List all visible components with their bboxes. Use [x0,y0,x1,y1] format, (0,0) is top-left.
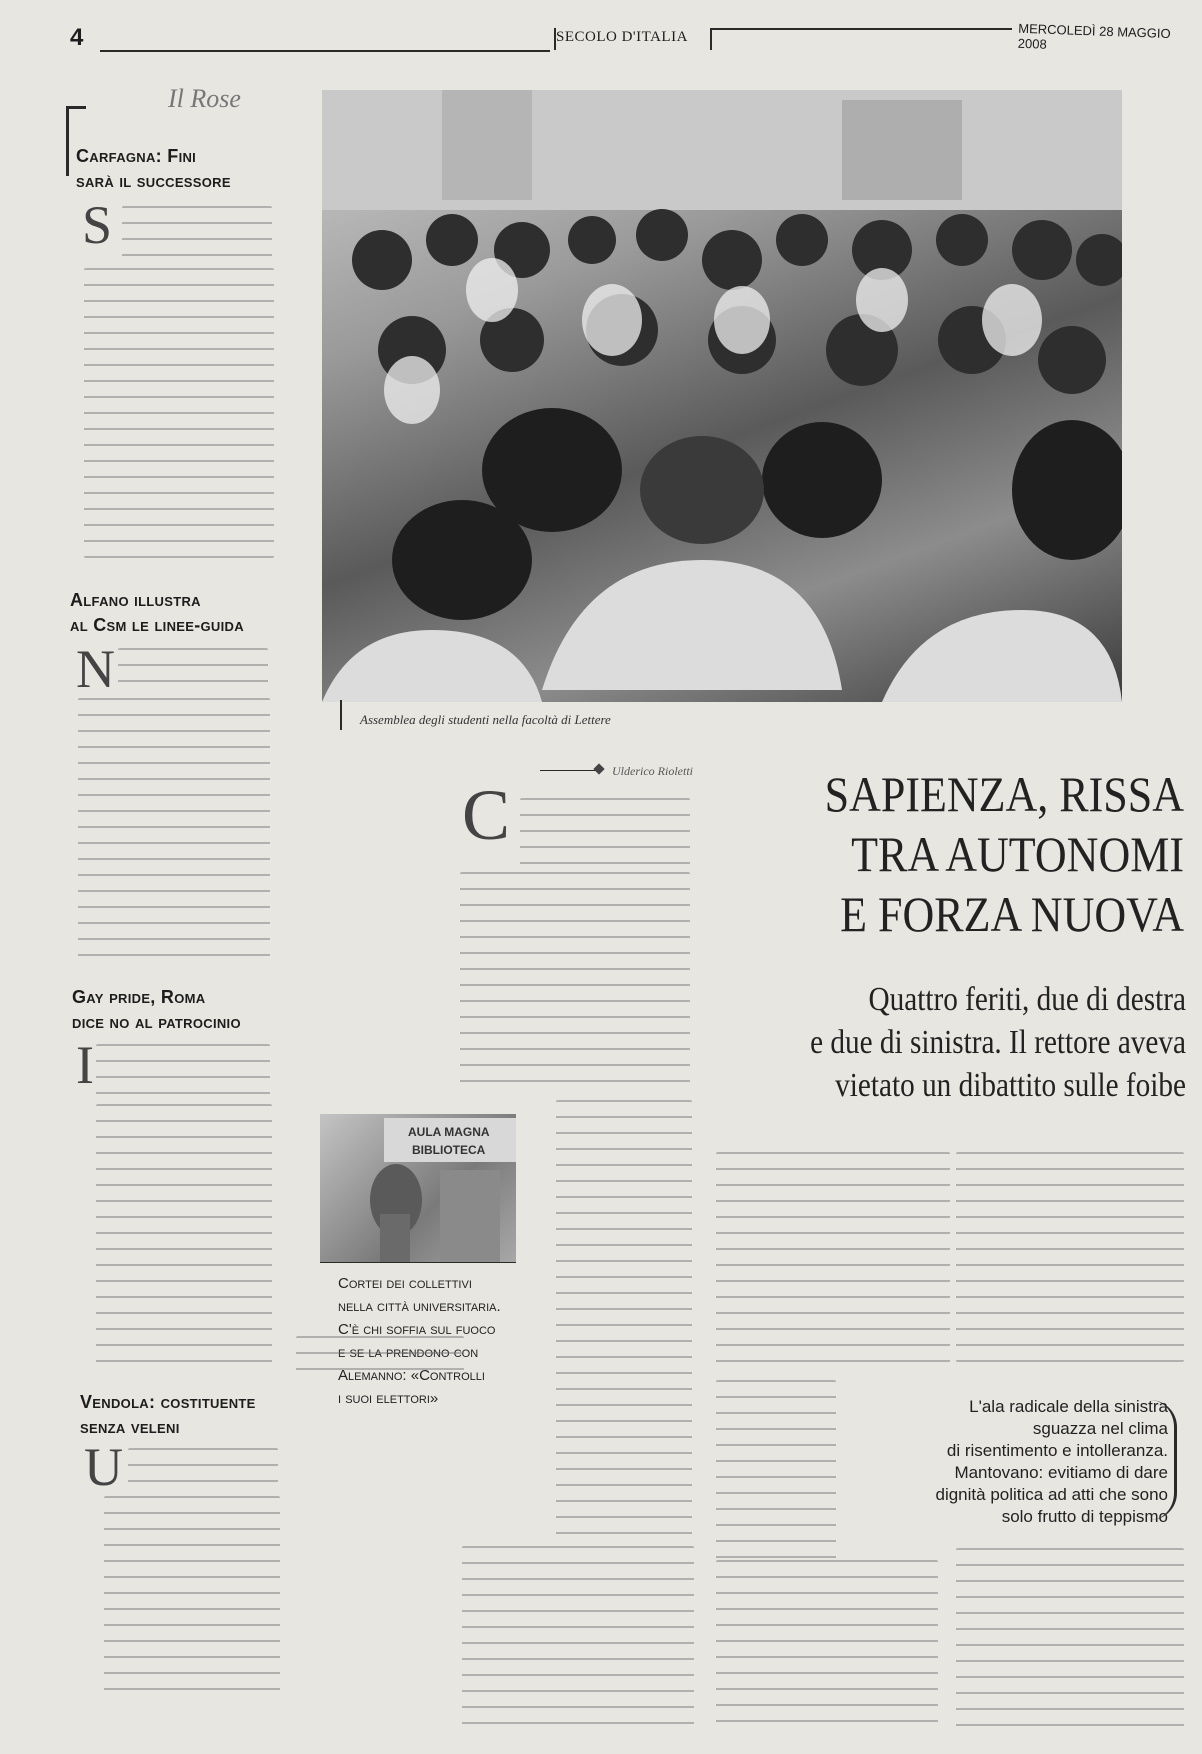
brief-body-text [104,1496,280,1692]
deck-line: e due di sinistra. Il rettore aveva [810,1024,1186,1061]
article-body-text [462,1546,694,1736]
page-number: 4 [70,24,84,51]
brief-title: Alfano illustra [70,590,201,610]
masthead: SECOLO D'ITALIA [556,29,688,45]
inset-sign-text: AULA MAGNA [408,1125,490,1139]
headline-line: TRA AUTONOMI [851,826,1184,882]
article-body-text [716,1152,950,1374]
brief-body-text [118,648,268,694]
inset-border [320,1262,516,1263]
brief-title: Carfagna: Fini [76,146,197,166]
pull-quote-line: di risentimento e intolleranza. [946,1441,1168,1460]
byline-marker-icon [593,763,604,774]
inset-sign-text: BIBLIOTECA [412,1143,486,1157]
dateline: MERCOLEDÌ 28 MAGGIO 2008 [1017,20,1171,52]
main-photo [322,90,1122,702]
brief-alfano [70,588,280,638]
dropcap: S [82,195,113,255]
pull-quote-bracket [1150,1400,1177,1520]
crowd-illustration [322,90,1122,702]
deck-line: Quattro feriti, due di destra [868,981,1186,1018]
inset-caption-line: i suoi elettori» [338,1390,439,1407]
deck-line: vietato un dibattito sulle foibe [835,1067,1186,1104]
article-body-text [520,798,690,868]
header-divider [710,28,712,50]
brief-title: Vendola: costituente [80,1392,256,1412]
byline-rule [540,770,600,771]
article-body-text [716,1560,938,1734]
inset-caption-line: e se la prendono con [338,1344,479,1361]
inset-side-text [296,1336,464,1378]
deck [700,978,1186,1107]
brief-carfagna [76,144,276,194]
bracket-vertical [66,106,69,176]
article-dropcap: C [462,775,511,855]
headline-line: E FORZA NUOVA [840,886,1184,942]
caption-tick [340,700,342,730]
brief-title: al Csm le linee-guida [70,615,244,635]
pull-quote-line: dignità politica ad atti che sono [935,1485,1168,1504]
photo-caption: Assemblea degli studenti nella facoltà di Lettere [360,712,611,727]
brief-body-text [84,268,274,558]
dropcap: N [76,639,115,699]
brief-body-text [128,1448,278,1494]
signature: Il Rose [168,84,241,113]
header-rule-left [100,50,550,52]
inset-photo [320,1114,516,1262]
pull-quote-line: solo frutto di teppismo [1001,1507,1168,1526]
brief-title: dice no al patrocinio [72,1012,241,1032]
brief-body-text [96,1104,272,1374]
brief-gay-pride [72,985,282,1035]
header-rule-right [712,28,1012,30]
article-body-text [956,1152,1184,1362]
inset-caption-line: Alemanno: «Controlli [338,1367,485,1384]
bracket-horizontal [66,106,86,109]
headline [700,764,1184,944]
headline-line: SAPIENZA, RISSA [824,766,1184,822]
pull-quote [870,1396,1168,1528]
dropcap: U [84,1437,123,1497]
inset-caption-line: Cortei dei collettivi [338,1275,472,1292]
brief-vendola [80,1390,290,1440]
pull-quote-line: Mantovano: evitiamo di dare [954,1463,1168,1482]
article-body-text [956,1548,1184,1728]
brief-body-text [78,698,270,966]
brief-body-text [122,206,272,266]
inset-photo-scene [320,1114,516,1262]
brief-title: senza veleni [80,1417,180,1437]
brief-title: Gay pride, Roma [72,987,206,1007]
inset-caption-line: nella città universitaria. [338,1298,501,1315]
article-body-text [716,1380,836,1560]
article-body-text [460,872,690,1092]
pull-quote-line: L'ala radicale della sinistra [969,1397,1168,1416]
byline: Ulderico Rioletti [612,764,693,778]
pull-quote-line: sguazza nel clima [1032,1419,1168,1438]
article-body-text [556,1100,692,1540]
brief-body-text [96,1044,270,1100]
brief-title: sarà il successore [76,171,231,191]
dropcap: I [76,1035,94,1095]
inset-caption-line: C'è chi soffia sul fuoco [338,1321,496,1338]
